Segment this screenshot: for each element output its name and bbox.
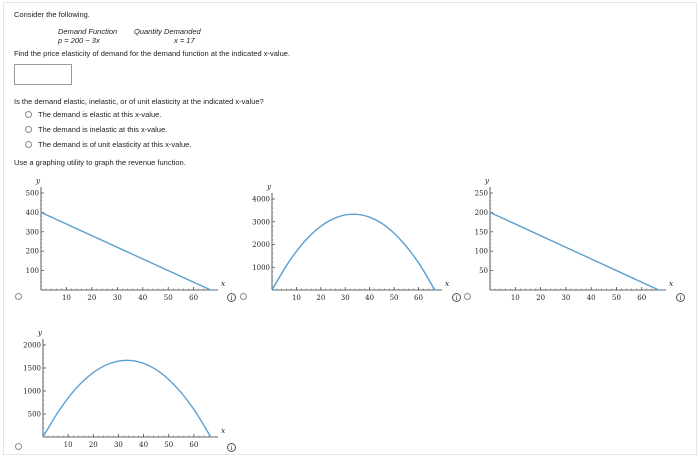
x-tick-label: 50 bbox=[163, 294, 173, 302]
x-tick-label: 40 bbox=[586, 294, 596, 302]
x-tick-label: 50 bbox=[164, 441, 174, 449]
x-tick-label: 20 bbox=[316, 294, 326, 302]
y-axis-label: y bbox=[37, 328, 43, 337]
x-tick-label: 30 bbox=[561, 294, 571, 302]
x-tick-label: 60 bbox=[637, 294, 647, 302]
x-tick-label: 10 bbox=[61, 294, 71, 302]
graph-choice-3[interactable] bbox=[475, 176, 674, 302]
y-tick-label: 1000 bbox=[23, 387, 41, 396]
option-elastic-label: The demand is elastic at this x-value. bbox=[38, 110, 162, 119]
graph-4-info-icon[interactable]: i bbox=[227, 443, 236, 452]
x-tick-label: 30 bbox=[113, 441, 123, 449]
x-tick-label: 40 bbox=[365, 294, 375, 302]
demand-function-value: p = 200 − 3x bbox=[58, 36, 100, 45]
graph-1-info-icon[interactable]: i bbox=[227, 293, 236, 302]
x-tick-label: 40 bbox=[139, 441, 149, 449]
y-tick-label: 3000 bbox=[252, 218, 270, 227]
x-tick-label: 20 bbox=[536, 294, 546, 302]
y-tick-label: 2000 bbox=[252, 241, 270, 249]
quantity-demanded-header: Quantity Demanded bbox=[134, 27, 201, 36]
y-axis-label: y bbox=[35, 176, 41, 185]
y-axis-label: y bbox=[484, 176, 490, 185]
y-tick-label: 100 bbox=[474, 247, 488, 256]
x-tick-label: 50 bbox=[389, 294, 399, 302]
x-axis-label: x bbox=[445, 279, 450, 288]
x-axis-label: x bbox=[669, 279, 674, 288]
y-tick-label: 150 bbox=[474, 228, 488, 237]
x-tick-label: 50 bbox=[612, 294, 621, 302]
y-tick-label: 250 bbox=[474, 189, 488, 198]
x-tick-label: 60 bbox=[189, 441, 199, 449]
y-tick-label: 100 bbox=[25, 267, 39, 276]
graph-3-info-icon[interactable]: i bbox=[676, 293, 685, 302]
x-axis-label: x bbox=[221, 426, 226, 435]
y-tick-label: 200 bbox=[474, 208, 488, 217]
quantity-demanded-value: x = 17 bbox=[174, 36, 195, 45]
y-tick-label: 50 bbox=[479, 267, 488, 276]
revenue-curve bbox=[272, 214, 435, 290]
x-tick-label: 40 bbox=[138, 294, 148, 302]
y-tick-label: 400 bbox=[25, 208, 39, 217]
x-tick-label: 10 bbox=[63, 441, 73, 449]
demand-function-header: Demand Function bbox=[58, 27, 118, 36]
y-tick-label: 500 bbox=[27, 410, 41, 419]
y-tick-label: 2000 bbox=[23, 341, 41, 350]
graph-2-info-icon[interactable]: i bbox=[452, 293, 461, 302]
x-tick-label: 30 bbox=[112, 294, 122, 302]
revenue-curve bbox=[41, 212, 211, 290]
y-tick-label: 300 bbox=[25, 228, 39, 237]
y-axis-label: y bbox=[266, 182, 272, 191]
graph-prompt: Use a graphing utility to graph the revenue function. bbox=[14, 158, 186, 167]
x-tick-label: 20 bbox=[87, 294, 97, 302]
x-tick-label: 20 bbox=[88, 441, 98, 449]
graph-choice-1[interactable] bbox=[26, 176, 226, 302]
y-tick-label: 500 bbox=[25, 189, 39, 198]
x-tick-label: 60 bbox=[189, 294, 199, 302]
x-tick-label: 60 bbox=[414, 294, 423, 302]
y-tick-label: 1000 bbox=[252, 263, 270, 272]
graph-choice-2[interactable] bbox=[252, 182, 450, 302]
elasticity-prompt: Find the price elasticity of demand for the demand function at the indicated x-value. bbox=[14, 49, 290, 58]
x-axis-label: x bbox=[221, 279, 226, 288]
x-tick-label: 10 bbox=[291, 294, 301, 302]
y-tick-label: 4000 bbox=[252, 195, 270, 204]
revenue-curve bbox=[490, 212, 659, 290]
x-tick-label: 10 bbox=[510, 294, 520, 302]
x-tick-label: 30 bbox=[340, 294, 350, 302]
y-tick-label: 200 bbox=[25, 247, 39, 256]
graph-choice-4[interactable] bbox=[23, 328, 226, 449]
option-unit-elastic-label: The demand is of unit elasticity at this x-value. bbox=[38, 140, 192, 149]
intro-text: Consider the following. bbox=[14, 10, 90, 19]
y-tick-label: 1500 bbox=[23, 364, 41, 373]
option-inelastic-label: The demand is inelastic at this x-value. bbox=[38, 125, 168, 134]
elasticity-type-question: Is the demand elastic, inelastic, or of unit elasticity at the indicated x-value? bbox=[14, 97, 264, 106]
revenue-curve bbox=[43, 360, 211, 437]
